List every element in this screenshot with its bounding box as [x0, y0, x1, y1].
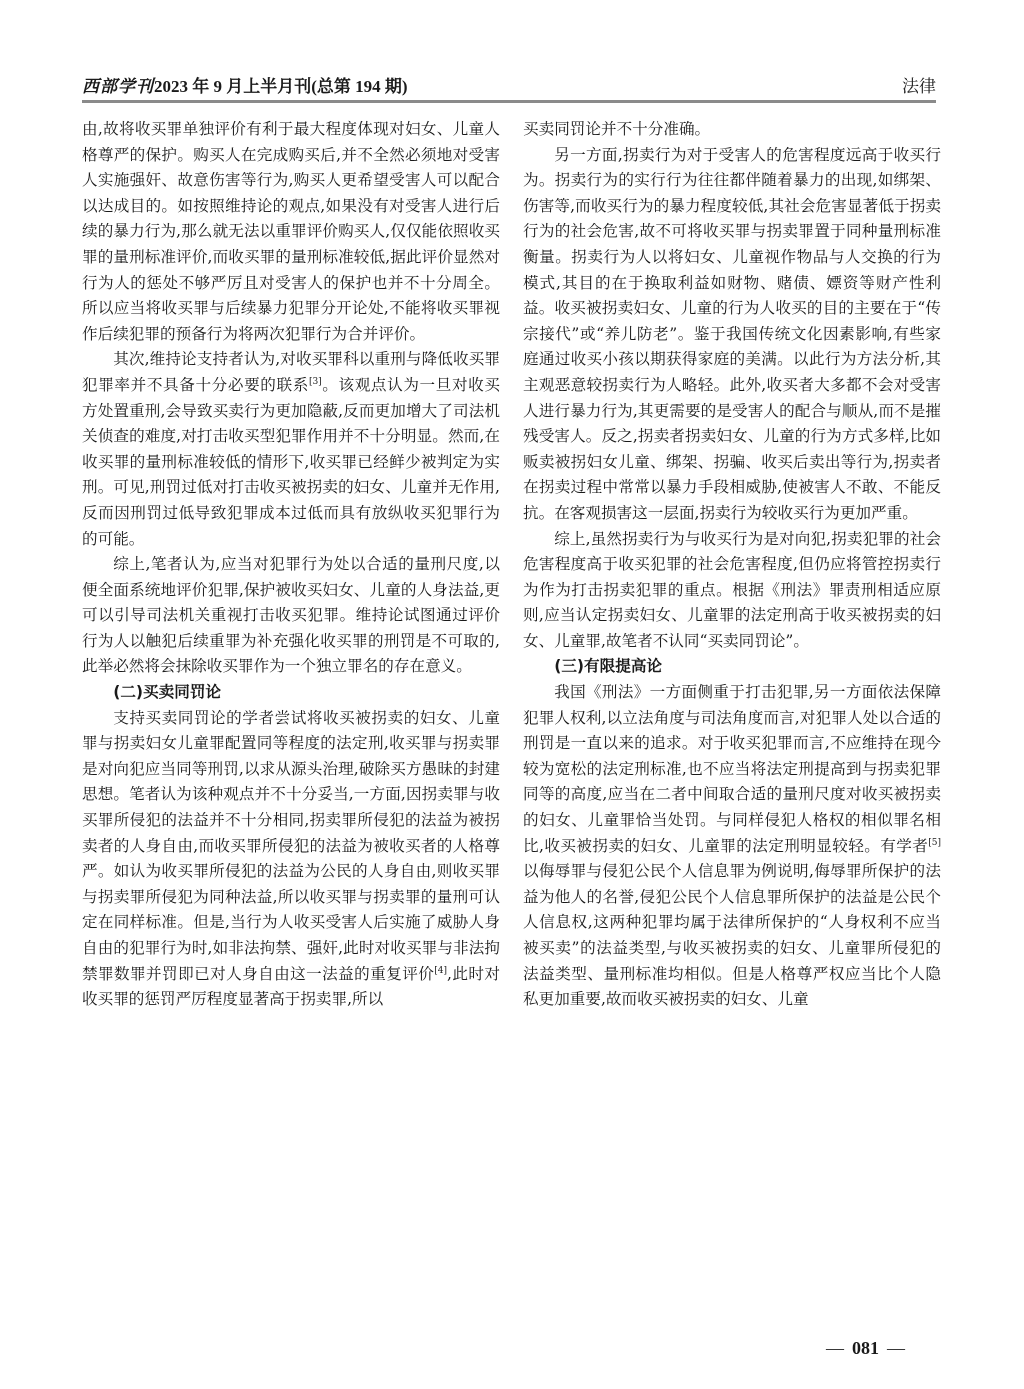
- paragraph: 综上,笔者认为,应当对犯罪行为处以合适的量刑尺度,以便全面系统地评价犯罪,保护被收买妇女、儿童的人身法益,更可以引导司法机关重视打击收买犯罪。维持论试图通过评价行为人以触犯后续重罪为补充强化收买罪的刑罚是不可取的,此举必然将会抹除收买罪作为一个独立罪名的存在意义。: [82, 555, 500, 676]
- citation-ref: [5]: [928, 837, 941, 848]
- paragraph-text: 我国《刑法》一方面侧重于打击犯罪,另一方面依法保障犯罪人权利,以立法角度与司法角度而言,对犯罪人处以合适的刑罚是一直以来的追求。对于收买犯罪而言,不应维持在现今较为宽松的法定刑标准,也不应当将法定刑提高到与拐卖犯罪同等的高度,应当在二者中间取合适的量刑尺度对收买被拐卖的妇女、儿童罪恰当处罚。与同样侵犯人格权的相似罪名相比,收买被拐卖的妇女、儿童罪的法定刑明显较轻。有学者: [523, 683, 941, 855]
- paragraph: 买卖同罚论并不十分准确。: [523, 120, 711, 138]
- page-number: 081: [852, 1338, 879, 1358]
- section-heading: (三)有限提高论: [554, 657, 663, 676]
- left-column: [82, 117, 500, 1013]
- paragraph: [82, 706, 500, 1013]
- running-header: [82, 72, 936, 100]
- paragraph: 另一方面,拐卖行为对于受害人的危害程度远高于收买行为。拐卖行为的实行行为往往都伴随着暴力的出现,如绑架、伤害等,而收买行为的暴力程度较低,其社会危害显著低于拐卖行为的社会危害,故不可将收买罪与拐卖罪置于同种量刑标准衡量。拐卖行为人以将妇女、儿童视作物品与人交换的行为模式,其目的在于换取利益如财物、赌债、嫖资等财产性利益。收买被拐卖妇女、儿童的行为人收买的目的主要在于“传宗接代”或“养儿防老”。鉴于我国传统文化因素影响,有些家庭通过收买小孩以期获得家庭的美满。以此行为方法分析,其主观恶意较拐卖行为人略轻。此外,收买者大多都不会对受害人进行暴力行为,其更需要的是受害人的配合与顺从,而不是摧残受害人。反之,拐卖者拐卖妇女、儿童的行为方式多样,比如贩卖被拐妇女儿童、绑架、拐骗、收买后卖出等行为,拐卖者在拐卖过程中常常以暴力手段相威胁,使被害人不敢、不能反抗。在客观损害这一层面,拐卖行为较收买行为更加严重。: [523, 145, 941, 522]
- paragraph-text: 以侮辱罪与侵犯公民个人信息罪为例说明,侮辱罪所保护的法益为他人的名誉,侵犯公民个人信息罪所保护的法益是公民个人信息权,这两种犯罪均属于法律所保护的“人身权利不应当被买卖”的法益类型,与收买被拐卖的妇女、儿童罪所侵犯的法益类型、量刑标准均相似。但是人格尊严权应当比个人隐私更加重要,故而收买被拐卖的妇女、儿童: [523, 862, 941, 1009]
- paragraph-text: 支持买卖同罚论的学者尝试将收买被拐卖的妇女、儿童罪与拐卖妇女儿童罪配置同等程度的法定刑,收买罪与拐卖罪是对向犯应当同等刑罚,以求从源头治理,破除买方愚昧的封建思想。笔者认为该种观点并不十分妥当,一方面,因拐卖罪与收买罪所侵犯的法益并不十分相同,拐卖罪所侵犯的法益为被拐卖者的人身自由,而收买罪所侵犯的法益为被收买者的人格尊严。如认为收买罪所侵犯的法益为公民的人身自由,则收买罪与拐卖罪所侵犯为同种法益,所以收买罪与拐卖罪的量刑可认定在同样标准。但是,当行为人收买受害人后实施了威胁人身自由的犯罪行为时,如非法拘禁、强奸,此时对收买罪与非法拘禁罪数罪并罚即已对人身自由这一法益的重复评价: [82, 708, 500, 983]
- right-column: [523, 117, 941, 1013]
- citation-ref: [3]: [308, 376, 322, 387]
- section-tag: 法律: [902, 77, 936, 97]
- header-rule: [82, 100, 936, 103]
- paragraph-text: 其次,维持论支持者认为,对收买罪科以重刑与降低收买罪犯罪率并不具备十分必要的联系: [82, 350, 500, 394]
- issue-info: 2023 年 9 月上半月刊(总第 194 期): [154, 77, 408, 96]
- journal-logo: 西部学刊: [82, 77, 154, 96]
- page-number-footer: [818, 1338, 913, 1359]
- dash-right: —: [887, 1338, 905, 1358]
- paragraph: [523, 680, 941, 1013]
- citation-ref: [4]: [434, 965, 447, 976]
- journal-title: [82, 72, 408, 97]
- paragraph: [82, 347, 500, 552]
- section-heading: (二)买卖同罚论: [113, 683, 222, 702]
- paragraph: 综上,虽然拐卖行为与收买行为是对向犯,拐卖犯罪的社会危害程度高于收买犯罪的社会危害程度,但仍应将管控拐卖行为作为打击拐卖犯罪的重点。根据《刑法》罪责刑相适应原则,应当认定拐卖妇女、儿童罪的法定刑高于收买被拐卖的妇女、儿童罪,故笔者不认同“买卖同罚论”。: [523, 529, 941, 650]
- paragraph-text: ,此时对收买罪的惩罚严厉程度显著高于拐卖罪,所以: [82, 964, 500, 1009]
- paragraph: 由,故将收买罪单独评价有利于最大程度体现对妇女、儿童人格尊严的保护。购买人在完成购买后,并不全然必须地对受害人实施强奸、故意伤害等行为,购买人更希望受害人可以配合以达成目的。如按照维持论的观点,如果没有对受害人进行后续的暴力行为,那么就无法以重罪评价购买人,仅仅能依照收买罪的量刑标准评价,而收买罪的量刑标准较低,据此评价显然对行为人的惩处不够严厉且对受害人的保护也并不十分周全。所以应当将收买罪与后续暴力犯罪分开论处,不能将收买罪视作后续犯罪的预备行为将两次犯罪行为合并评价。: [82, 120, 500, 343]
- dash-left: —: [826, 1338, 844, 1358]
- paragraph-text: 。该观点认为一旦对收买方处置重刑,会导致买卖行为更加隐蔽,反而更加增大了司法机关侦查的难度,对打击收买型犯罪作用并不十分明显。然而,在收买罪的量刑标准较低的情形下,收买罪已经鲜少被判定为实刑。可见,刑罚过低对打击收买被拐卖的妇女、儿童并无作用,反而因刑罚过低导致犯罪成本过低而具有放纵收买犯罪行为的可能。: [82, 375, 500, 548]
